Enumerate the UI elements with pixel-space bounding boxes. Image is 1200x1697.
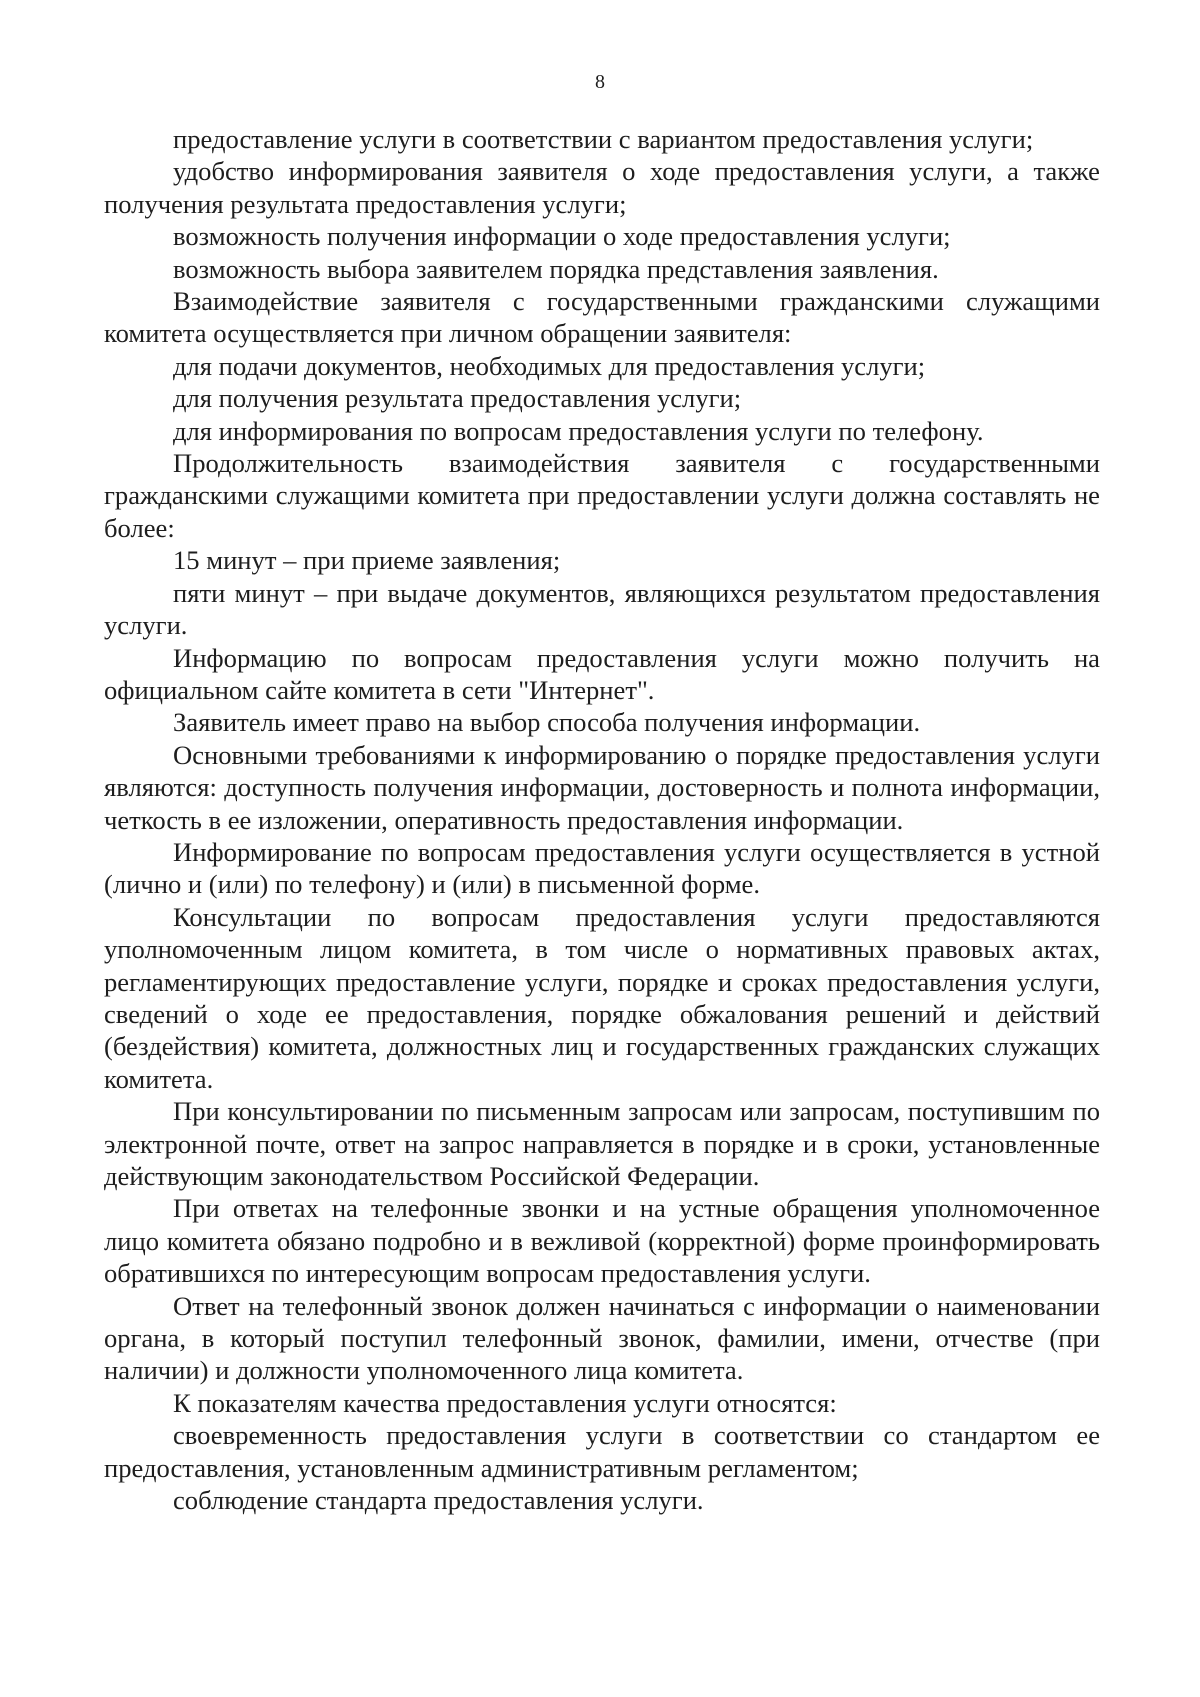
page-number: 8 — [595, 71, 605, 93]
paragraph: При ответах на телефонные звонки и на устные обращения уполномоченное лицо комитета обязано подробно и в вежливой (корректной) форме проинформировать обратившихся по интересующим вопросам предоставления услуги. — [104, 1193, 1100, 1289]
paragraph: Основными требованиями к информированию о порядке предоставления услуги являются: доступность получения информации, достоверность и полнота информации, четкость в ее изложении, оперативность предоставления информации. — [104, 739, 1100, 835]
paragraph: возможность выбора заявителем порядка представления заявления. — [173, 253, 939, 284]
paragraph: своевременность предоставления услуги в соответствии со стандартом ее предоставления, установленным административным регламентом; — [104, 1420, 1100, 1483]
paragraph: Заявитель имеет право на выбор способа получения информации. — [173, 707, 921, 738]
paragraph: пяти минут – при выдаче документов, являющихся результатом предоставления услуги. — [104, 577, 1100, 641]
paragraph: возможность получения информации о ходе предоставления услуги; — [173, 221, 951, 252]
paragraph: Консультации по вопросам предоставления услуги предоставляются уполномоченным лицом комитета, в том числе о нормативных правовых актах, регламентирующих предоставление услуги, порядке и сроках предоставления услуги, сведений о ходе ее предоставления, порядке обжалования решений и действий (бездействия) комитета, должностных лиц и государственных гражданских служащих комитета. — [104, 901, 1100, 1094]
paragraph: для информирования по вопросам предоставления услуги по телефону. — [173, 415, 984, 446]
paragraph: предоставление услуги в соответствии с вариантом предоставления услуги; — [173, 124, 1034, 154]
paragraph: соблюдение стандарта предоставления услуги. — [173, 1485, 704, 1516]
paragraph: Взаимодействие заявителя с государственными гражданскими служащими комитета осуществляется при личном обращении заявителя: — [104, 286, 1100, 349]
paragraph: К показателям качества предоставления услуги относятся: — [173, 1387, 837, 1418]
paragraph: Ответ на телефонный звонок должен начинаться с информации о наименовании органа, в который поступил телефонный звонок, фамилии, имени, отчестве (при наличии) и должности уполномоченного лица комитета. — [104, 1290, 1100, 1386]
paragraph: Информацию по вопросам предоставления услуги можно получить на официальном сайте комитета в сети "Интернет". — [104, 642, 1100, 705]
paragraph: Информирование по вопросам предоставления услуги осуществляется в устной (лично и (или) по телефону) и (или) в письменной форме. — [104, 836, 1100, 900]
paragraph: для подачи документов, необходимых для предоставления услуги; — [173, 350, 926, 381]
paragraph: Продолжительность взаимодействия заявителя с государственными гражданскими служащими комитета при предоставлении услуги должна составлять не более: — [104, 448, 1100, 543]
paragraph: При консультировании по письменным запросам или запросам, поступившим по электронной почте, ответ на запрос направляется в порядке и в сроки, установленные действующим законодательством Российской Федерации. — [104, 1096, 1100, 1191]
paragraph: для получения результата предоставления услуги; — [173, 383, 742, 414]
paragraph: 15 минут – при приеме заявления; — [173, 545, 561, 576]
document-body — [104, 123, 1100, 1516]
paragraph: удобство информирования заявителя о ходе предоставления услуги, а также получения результата предоставления услуги; — [104, 156, 1100, 219]
